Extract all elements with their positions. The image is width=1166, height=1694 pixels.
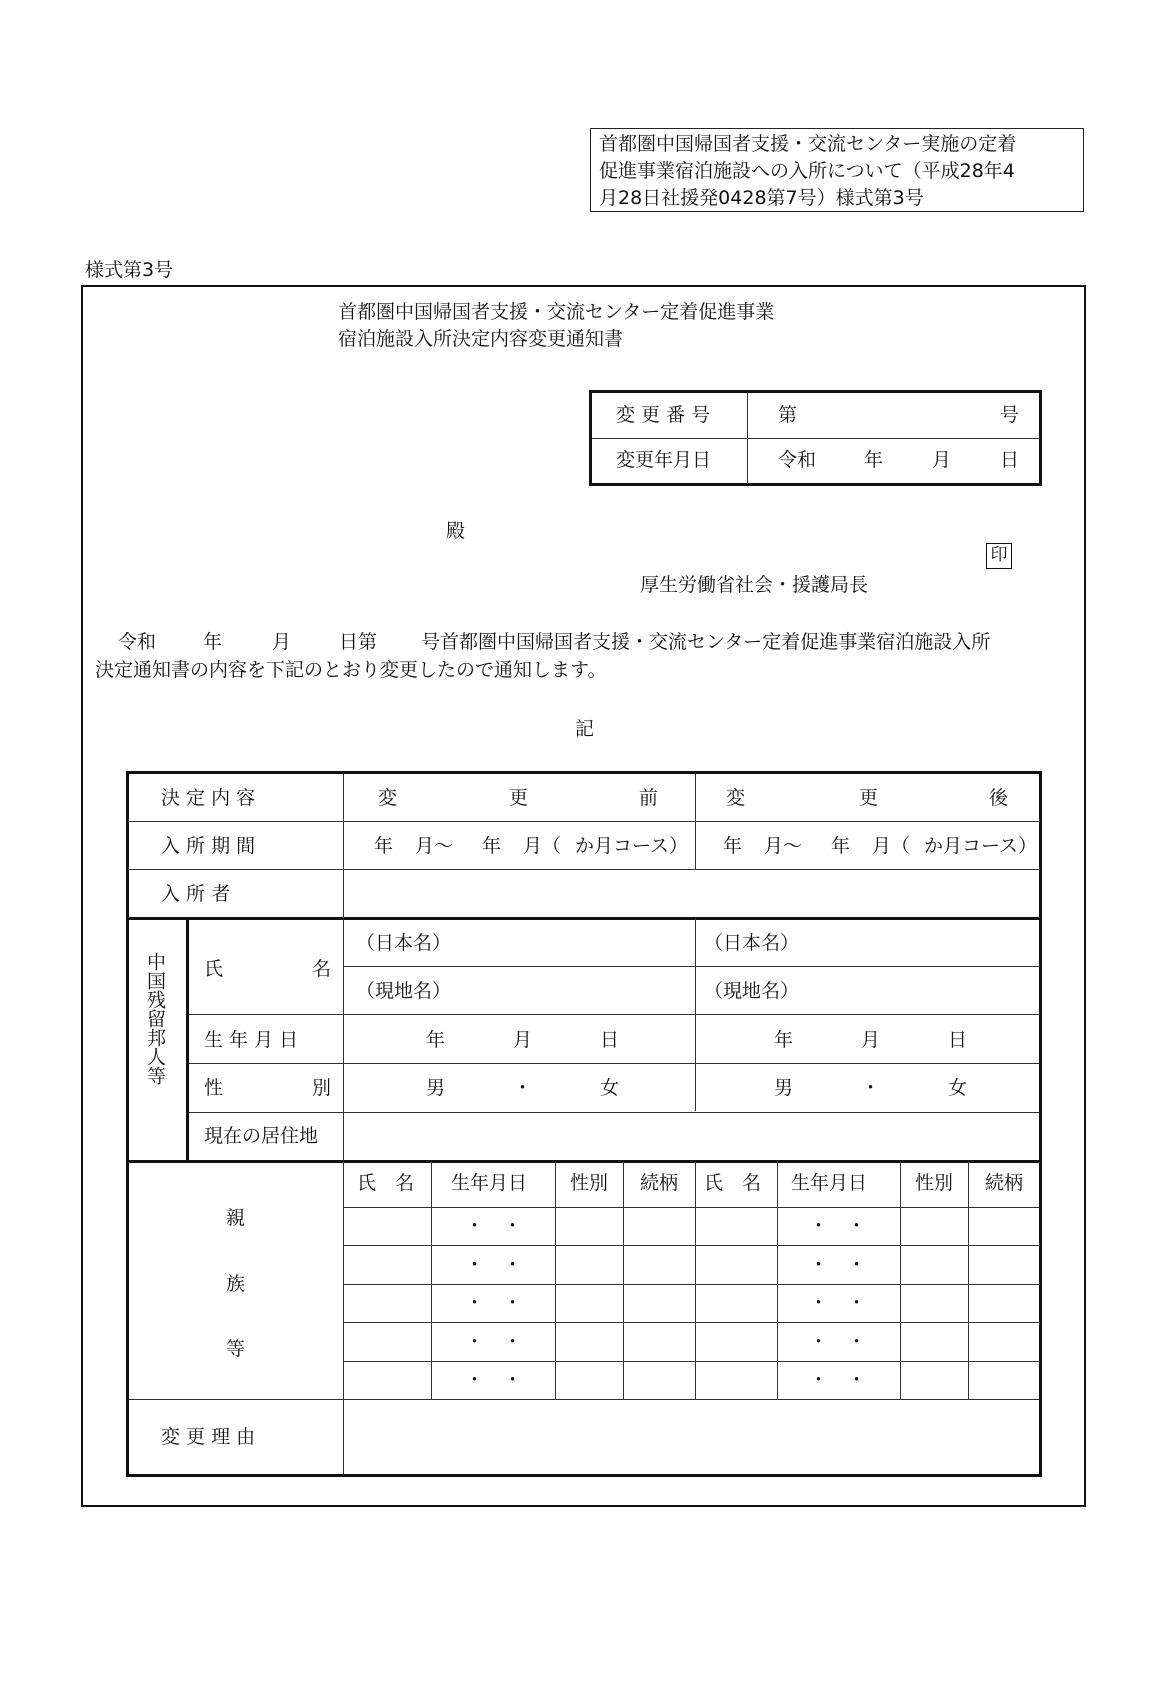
reference-line-2: 促進事業宿泊施設への入所について（平成28年4 — [599, 160, 1015, 182]
period-before-month1: 月～ — [415, 835, 454, 857]
birth-before-day: 日 — [600, 1029, 620, 1051]
sex-before-male: 男 — [426, 1077, 446, 1099]
name-label-left: 氏 — [204, 958, 224, 980]
period-after-course: か月コース） — [924, 835, 1038, 857]
name-after-jp: （日本名） — [704, 932, 800, 954]
relatives-after-header-sex: 性別 — [915, 1172, 954, 1194]
period-before-year1: 年 — [374, 835, 394, 857]
period-after-month2: 月（ — [872, 835, 911, 857]
sex-after-dot: ・ — [861, 1077, 881, 1099]
reference-line-3: 月28日社援発0428第7号）様式第3号 — [599, 187, 924, 209]
relatives-after-dots-5: ・ ・ — [809, 1369, 867, 1391]
change-number-row — [592, 393, 1039, 439]
birth-label: 生 年 月 日 — [204, 1029, 299, 1051]
relatives-label-3: 等 — [226, 1338, 246, 1360]
ki-mark: 記 — [575, 718, 595, 740]
relatives-after-dots-4: ・ ・ — [809, 1331, 867, 1353]
issuer-name: 厚生労働省社会・援護局長 — [640, 574, 869, 596]
change-number-box — [589, 390, 1042, 486]
resident-label: 入 所 者 — [161, 883, 231, 905]
body-month: 月 — [272, 631, 292, 653]
change-number-prefix: 第 — [778, 404, 798, 426]
name-before-local: （現地名） — [356, 980, 452, 1002]
period-before-month2: 月（ — [523, 835, 562, 857]
header-after-1: 変 — [726, 787, 746, 809]
name-before-jp: （日本名） — [356, 932, 452, 954]
name-after-local: （現地名） — [704, 980, 800, 1002]
birth-after-month: 月 — [861, 1029, 881, 1051]
header-before-3: 前 — [639, 787, 659, 809]
relatives-label-1: 親 — [226, 1207, 246, 1229]
relatives-after-dots-1: ・ ・ — [809, 1215, 867, 1237]
change-number-suffix: 号 — [1000, 404, 1020, 426]
relatives-label-2: 族 — [226, 1273, 246, 1295]
relatives-before-header-relation: 続柄 — [640, 1172, 679, 1194]
change-number-label: 変 更 番 号 — [616, 404, 711, 426]
change-date-label: 変更年月日 — [616, 449, 712, 471]
relatives-before-dots-5: ・ ・ — [465, 1369, 523, 1391]
form-label: 様式第3号 — [85, 259, 174, 281]
change-date-row — [592, 439, 1039, 484]
title-line-1: 首都圏中国帰国者支援・交流センター定着促進事業 — [338, 301, 775, 323]
birth-after-year: 年 — [774, 1029, 794, 1051]
sex-after-male: 男 — [774, 1077, 794, 1099]
relatives-before-dots-1: ・ ・ — [465, 1215, 523, 1237]
period-after-month1: 月～ — [764, 835, 803, 857]
sex-before-female: 女 — [600, 1077, 620, 1099]
relatives-before-header-sex: 性別 — [570, 1172, 609, 1194]
change-date-month: 月 — [932, 449, 952, 471]
relatives-after-header-birth: 生年月日 — [791, 1172, 868, 1194]
reference-box — [590, 128, 1084, 212]
period-label: 入 所 期 間 — [161, 835, 256, 857]
header-after-3: 後 — [989, 787, 1009, 809]
relatives-after-dots-3: ・ ・ — [809, 1292, 867, 1314]
body-line-2: 決定通知書の内容を下記のとおり変更したので通知します。 — [95, 659, 607, 681]
body-line-1-rest: 号首都圏中国帰国者支援・交流センター定着促進事業宿泊施設入所 — [421, 631, 991, 653]
addressee-honorific: 殿 — [446, 520, 466, 542]
period-after-year1: 年 — [723, 835, 743, 857]
header-before-2: 更 — [509, 787, 529, 809]
relatives-after-dots-2: ・ ・ — [809, 1254, 867, 1276]
name-label-right: 名 — [312, 958, 332, 980]
change-date-era: 令和 — [778, 449, 817, 471]
body-era: 令和 — [118, 631, 157, 653]
relatives-after-header-name: 氏 名 — [704, 1172, 762, 1194]
title-line-2: 宿泊施設入所決定内容変更通知書 — [338, 328, 624, 350]
period-before-year2: 年 — [482, 835, 502, 857]
body-year: 年 — [203, 631, 223, 653]
address-label: 現在の居住地 — [204, 1125, 319, 1147]
birth-after-day: 日 — [948, 1029, 968, 1051]
sex-label-right: 別 — [312, 1077, 332, 1099]
body-day-no: 日第 — [339, 631, 378, 653]
birth-before-month: 月 — [513, 1029, 533, 1051]
period-after-year2: 年 — [831, 835, 851, 857]
relatives-before-dots-3: ・ ・ — [465, 1292, 523, 1314]
change-date-day: 日 — [1000, 449, 1020, 471]
header-after-2: 更 — [859, 787, 879, 809]
sex-before-dot: ・ — [513, 1077, 533, 1099]
header-before-1: 変 — [378, 787, 398, 809]
sex-after-female: 女 — [948, 1077, 968, 1099]
period-before-course: か月コース） — [575, 835, 689, 857]
header-content-label: 決 定 内 容 — [161, 787, 256, 809]
reason-label: 変 更 理 由 — [161, 1426, 256, 1448]
sex-label-left: 性 — [204, 1077, 224, 1099]
relatives-before-dots-2: ・ ・ — [465, 1254, 523, 1276]
relatives-before-header-name: 氏 名 — [357, 1172, 415, 1194]
birth-before-year: 年 — [426, 1029, 446, 1051]
change-date-year: 年 — [864, 449, 884, 471]
relatives-before-header-birth: 生年月日 — [451, 1172, 528, 1194]
change-details-table — [126, 771, 1042, 1477]
reference-line-1: 首都圏中国帰国者支援・交流センター実施の定着 — [599, 133, 1017, 155]
relatives-before-dots-4: ・ ・ — [465, 1331, 523, 1353]
relatives-after-header-relation: 続柄 — [985, 1172, 1024, 1194]
seal-mark: 印 — [986, 543, 1012, 569]
group-label-vertical: 中国残留邦人等 — [144, 952, 166, 1085]
